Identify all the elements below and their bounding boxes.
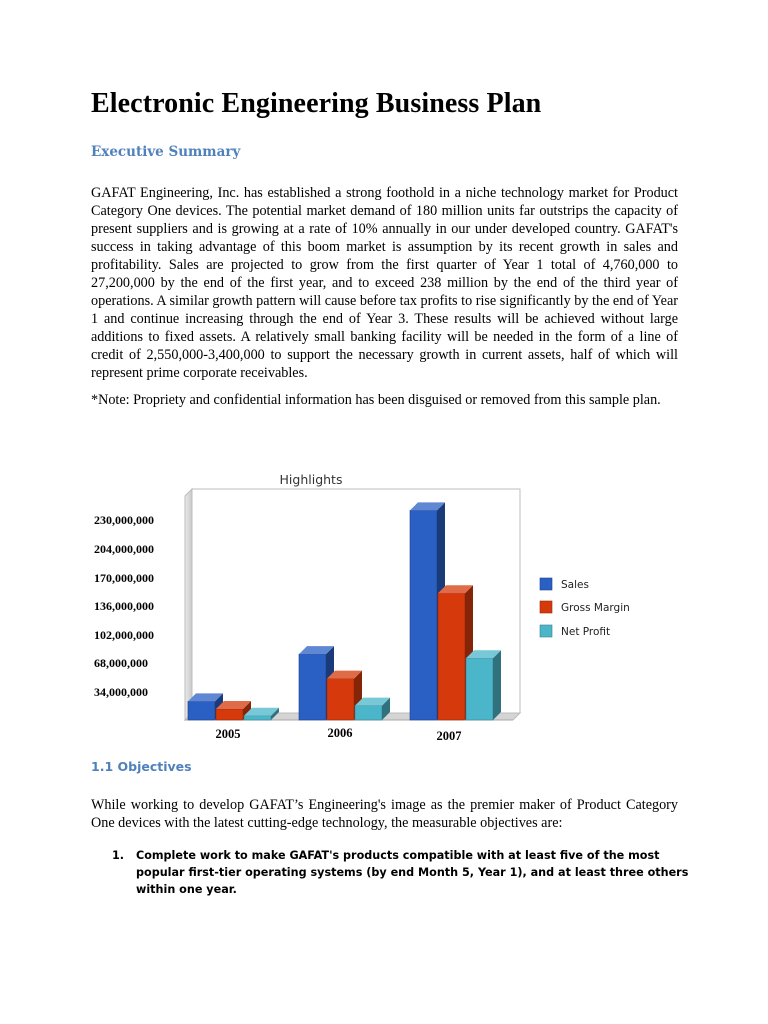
bar-front: [410, 510, 437, 720]
chart-legend: [540, 578, 630, 638]
bar-front: [216, 709, 243, 720]
bar-net-profit-2006: [355, 698, 390, 720]
objectives-heading: 1.1 Objectives: [91, 759, 192, 774]
bar-front: [299, 654, 326, 720]
summary-paragraph: GAFAT Engineering, Inc. has established a strong foothold in a niche technology market for Product Category One devices. The potential market demand of 180 million units far outstrips the capacity of present suppliers and is growing at a rate of 10% annually in our under developed country. GAFAT's success in taking advantage of this boom market is assumption by its recent growth in sales and profitability. Sales are projected to grow from the first quarter of Year 1 total of 4,760,000 to 27,200,000 by the end of the first year, and to exceed 238 million by the end of the third year of operations. A similar growth pattern will cause before tax profits to rise significantly by the end of Year 1 and continue increasing through the end of Year 3. These results will be achieved without large additions to fixed assets. A relatively small banking facility will be needed in the form of a line of credit of 2,550,000-3,400,000 to support the necessary growth in current assets, half of which will represent prime corporate receivables.: [91, 185, 678, 381]
list-item: [112, 847, 692, 898]
y-tick-label: 102,000,000: [94, 628, 154, 642]
legend-swatch: [540, 578, 552, 590]
y-axis-ticks: [94, 513, 154, 699]
legend-swatch: [540, 601, 552, 613]
chart-title: Highlights: [279, 472, 343, 487]
y-tick-label: 170,000,000: [94, 571, 154, 585]
objectives-list: [112, 847, 692, 898]
bar-front: [188, 701, 215, 720]
y-tick-label: 204,000,000: [94, 542, 154, 556]
objectives-intro: While working to develop GAFAT’s Engineering's image as the premier maker of Product Category One devices with the latest cutting-edge technology, the measurable objectives are:: [91, 797, 678, 831]
plot-side-wall: [185, 489, 192, 720]
document-title: Electronic Engineering Business Plan: [91, 88, 542, 119]
bar-front: [438, 593, 465, 720]
bar-side: [493, 650, 501, 720]
y-tick-label: 34,000,000: [94, 685, 148, 699]
bar-front: [327, 679, 354, 720]
bar-front: [466, 658, 493, 720]
legend-label: Gross Margin: [561, 602, 630, 614]
x-axis-ticks: [216, 726, 462, 743]
x-tick-label: 2006: [327, 726, 353, 740]
y-tick-label: 68,000,000: [94, 656, 148, 670]
bar-front: [244, 716, 271, 720]
x-tick-label: 2007: [436, 729, 462, 743]
legend-label: Sales: [561, 579, 589, 591]
executive-summary-heading: Executive Summary: [91, 144, 241, 160]
list-item-number: 1.: [112, 849, 125, 862]
note-paragraph: *Note: Propriety and confidential information has been disguised or removed from this sample plan.: [91, 392, 661, 408]
y-tick-label: 230,000,000: [94, 513, 154, 527]
y-tick-label: 136,000,000: [94, 599, 154, 613]
bar-front: [355, 706, 382, 720]
legend-swatch: [540, 625, 552, 637]
x-tick-label: 2005: [215, 727, 241, 741]
bar-net-profit-2007: [466, 650, 501, 720]
list-item-text: Complete work to make GAFAT's products compatible with at least five of the most popular first-tier operating systems (by end Month 5, Year 1), and at least three others within one year.: [136, 849, 689, 896]
legend-label: Net Profit: [561, 626, 611, 638]
